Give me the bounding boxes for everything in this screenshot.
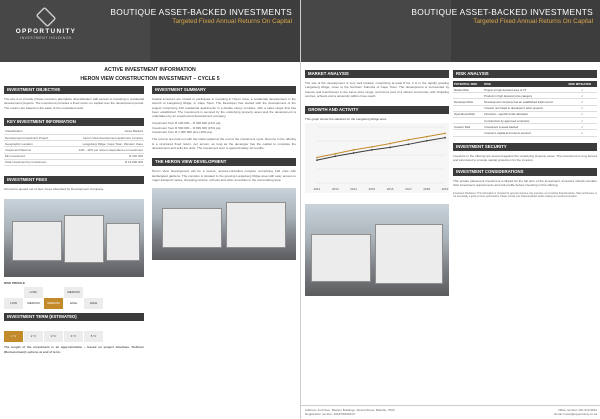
market-column (305, 70, 449, 296)
risk-mitigation: Investor not linked to developer's other projects (483, 105, 567, 111)
investment-tier: Investment from R 100 000 – R 499 000 (14% pa) (152, 121, 221, 126)
check-icon: ✓ (567, 124, 597, 130)
header-banner (0, 0, 300, 62)
risk-mitigation: Product in high demand price category (483, 93, 567, 99)
investment-tiers (152, 121, 296, 134)
header-subtitle: Targeted Fixed Annual Returns On Capital (172, 18, 292, 25)
chart-point (316, 159, 318, 161)
risk-level-chip: HIGH (84, 298, 103, 309)
security-text: Investors in the offering are secured against the underlying property asset. The investment is ring-fenced and structured to provide capital protection for the investor. (453, 153, 597, 162)
development-text: Heron View Development will be a secure, access-controlled complex comprising 126 units with landscaped gardens. The complex is situated in the growing Langeberg Ridge area with easy access to major transport routes, shopping centres, schools and other amenities in the surrounding area. (152, 169, 296, 182)
header-subtitle-right: Targeted Fixed Annual Returns On Capital (473, 18, 593, 25)
term-chip: 2 Yr (24, 331, 43, 342)
chart-point (334, 156, 336, 158)
risk-level-chip: LOW-MEDIUM (24, 287, 43, 298)
development-photo (4, 199, 144, 277)
key-info-label: Min investment (4, 153, 61, 159)
chart-point (408, 139, 410, 141)
heron-view-photo (152, 188, 296, 260)
risk-category (453, 130, 483, 136)
key-info-heading: KEY INVESTMENT INFORMATION (4, 118, 144, 126)
chart-x-tick: 2017 (405, 187, 412, 192)
key-info-row (4, 159, 144, 165)
chart-x-tick: 2016 (386, 187, 394, 192)
development-heading: THE HERON VIEW DEVELOPMENT (152, 158, 296, 166)
chart-point (426, 136, 428, 138)
brochure-page-back (300, 0, 600, 419)
key-info-value: R 100 000 (61, 153, 144, 159)
key-info-label: Classification (4, 129, 61, 135)
risk-heading: RISK ANALYSIS (453, 70, 597, 78)
risk-profile-heading: RISK PROFILE (4, 281, 26, 286)
risk-col-risk: RISK (483, 81, 567, 87)
considerations-heading: INVESTMENT CONSIDERATIONS (453, 168, 597, 176)
chart-x-tick: 2018 (423, 187, 431, 192)
investment-tier: Investment from R 1 000 000 plus (16% pa) (152, 130, 212, 135)
footer-office: Office number: 021 919 9944 (558, 408, 597, 412)
chart-point (316, 157, 318, 159)
footer (301, 405, 600, 419)
chart-point (389, 143, 391, 145)
chart-point (426, 140, 428, 142)
key-info-label: Development Investment Project (4, 135, 61, 141)
chart-point (408, 144, 410, 146)
growth-chart (305, 123, 449, 193)
risk-category: Developer Risk (453, 99, 483, 105)
risk-col-mitigated: RISK MITIGATED (567, 81, 597, 87)
chart-point (371, 146, 373, 148)
risk-category: Investor Risk (453, 124, 483, 130)
risk-col-potential: POTENTIAL RISK (453, 81, 483, 87)
key-info-value: Heron View development apartment complex (61, 135, 144, 141)
security-heading: INVESTMENT SECURITY (453, 143, 597, 151)
key-info-label: Investment Returns (4, 147, 61, 153)
chart-x-tick: 2014 (350, 187, 357, 192)
key-info-value: Langeberg Ridge, Cape Town, Western Cape (61, 141, 144, 147)
investment-tier: Investment from R 500 000 – R 999 000 (15% pa) (152, 125, 221, 130)
chart-caption: This graph shows the statistics for the Langeberg Ridge area. (305, 117, 387, 122)
market-heading: MARKET ANALYSIS (305, 70, 449, 78)
chart-x-tick: 2012 (313, 187, 321, 192)
chart-point (334, 153, 336, 155)
risk-profile-scale (4, 287, 144, 309)
risk-column (453, 70, 597, 199)
disclaimer-text: Investment Disclaimer: This information is provided for general purposes only and does not constitute financial advice. Past performance is not necessarily a guide to future performance. Please consult your financial advisor before making an investment decision. (453, 192, 597, 198)
check-icon: ✓ (567, 105, 597, 111)
chart-x-tick: 2019 (441, 187, 449, 192)
objective-heading: INVESTMENT OBJECTIVE (4, 86, 144, 94)
chart-point (444, 133, 446, 135)
term-chip: 4 Yr (64, 331, 83, 342)
left-column (4, 86, 144, 354)
term-scale (4, 324, 144, 342)
active-investment-heading: ACTIVE INVESTMENT INFORMATION (104, 67, 196, 73)
risk-category: Operational Risk (453, 111, 483, 117)
risk-level-chip: MEDIUM HIGH (64, 287, 83, 298)
header-title-right: BOUTIQUE ASSET-BACKED INVESTMENTS (411, 7, 593, 17)
growth-heading: GROWTH AND ACTIVITY (305, 106, 449, 114)
brand-logo (8, 6, 84, 60)
chart-point (444, 137, 446, 139)
key-info-value: Asset Backed (61, 129, 144, 135)
term-heading: INVESTMENT TERM (ESTIMATED) (4, 313, 144, 321)
footer-email[interactable]: Email: invest@opportunity.co.za (554, 412, 597, 417)
risk-category: Market Risk (453, 87, 483, 93)
chart-point (353, 149, 355, 151)
risk-row (453, 130, 597, 136)
risk-level-chip: MEDIUM (44, 298, 63, 309)
chart-point (371, 149, 373, 151)
risk-mitigation: Investment is asset-backed (483, 124, 567, 130)
right-column (152, 86, 296, 260)
chart-point (353, 152, 355, 154)
header-banner-right (301, 0, 600, 62)
check-icon: ✓ (567, 93, 597, 99)
fees-heading: INVESTMENT FEES (4, 176, 144, 184)
project-subtitle: HERON VIEW CONSTRUCTION INVESTMENT – CYCLE 5 (80, 76, 220, 82)
check-icon: ✓ (567, 87, 597, 93)
summary-text-2: The returns are paid out with the initial capital at the end of the investment cycle. Returns in the offering is a structured fixed return, per annum, as long as the developer has the capital to complete the development and sells the units. The investment term is approximately 12 months. (152, 137, 296, 150)
term-chip: 3 Yr (44, 331, 63, 342)
risk-mitigation: Construction by approved contractor (483, 117, 567, 123)
summary-text: Capital investors are invited to participate in investing in Heron View, a residential development in the suburb of Langeberg Ridge, in Cape Town. The Developer has started with the development of the project comprising 126 residential apartments in a double storey complex, with a sales target that has been established. The investment is secured by the underlying property asset and the development is undertaken by an experienced development company. (152, 97, 296, 119)
fees-text: All returns quoted net of fees. Fees absorbed by Development Company. (4, 187, 104, 192)
objective-text: The aim is to provide private investors alternative diversification with access to investing in residential development projects. The investment provides a fixed return on capital over the development period. The returns are based on the sales of the completed units. (4, 97, 144, 110)
considerations-text: This private placement investment is illiquid for the full term of the investment. Investors should consider their investment requirements and risk profile before investing in this offering. (453, 179, 597, 188)
term-note: The length of the investment is an approximation – based on project timelines. Rollover (Reinvestment) options at end of term. (4, 345, 144, 354)
key-info-label: Total investment by Investment (4, 159, 61, 165)
check-icon: ✓ (567, 117, 597, 123)
header-title: BOUTIQUE ASSET-BACKED INVESTMENTS (110, 7, 292, 17)
term-chip: 5 Yr (84, 331, 103, 342)
risk-mitigation: Project is high demand area of CT (483, 87, 567, 93)
chart-point (389, 147, 391, 149)
check-icon: ✓ (567, 130, 597, 136)
key-info-value: R 19 000 000 (61, 159, 144, 165)
summary-heading: INVESTMENT SUMMARY (152, 86, 296, 94)
check-icon: ✓ (567, 99, 597, 105)
risk-level-chip: LOW (4, 298, 23, 309)
risk-mitigation: Development company has an established track record (483, 99, 567, 105)
risk-table (453, 81, 597, 137)
risk-mitigation: Financial – specific funds allocation (483, 111, 567, 117)
key-info-label: Geographic Location (4, 141, 61, 147)
key-info-table (4, 129, 144, 166)
chart-x-tick: 2013 (331, 187, 339, 192)
footer-registration: Registration number: 2016/504932/07 (305, 412, 356, 417)
key-info-value: 14% - 16% per annum dependent on investment (61, 147, 144, 153)
brand-name: OPPORTUNITY (15, 28, 77, 35)
risk-mitigation: Investor's capital and returns secured (483, 130, 567, 136)
chart-x-tick: 2015 (368, 187, 376, 192)
logo-icon (36, 7, 57, 28)
check-icon: ✓ (567, 111, 597, 117)
term-chip: 1 Yr (4, 331, 23, 342)
brand-sub: INVESTMENT HOLDINGS (20, 36, 72, 40)
footer-address: Address: 2nd Floor, Bastion Buildings, Strand Street, Bellville, 7530 (305, 408, 395, 412)
market-text: The site of the development is very well located, comprising at least 8 ha. It is in the rapidly growing Langeberg Ridge, close to the Northern Suburbs of Cape Town. The development is surrounded by houses and townhouses in the same price range, and forms part of a vibrant community with shopping centres, schools and a university within close reach. (305, 81, 449, 98)
area-photo (305, 204, 449, 296)
